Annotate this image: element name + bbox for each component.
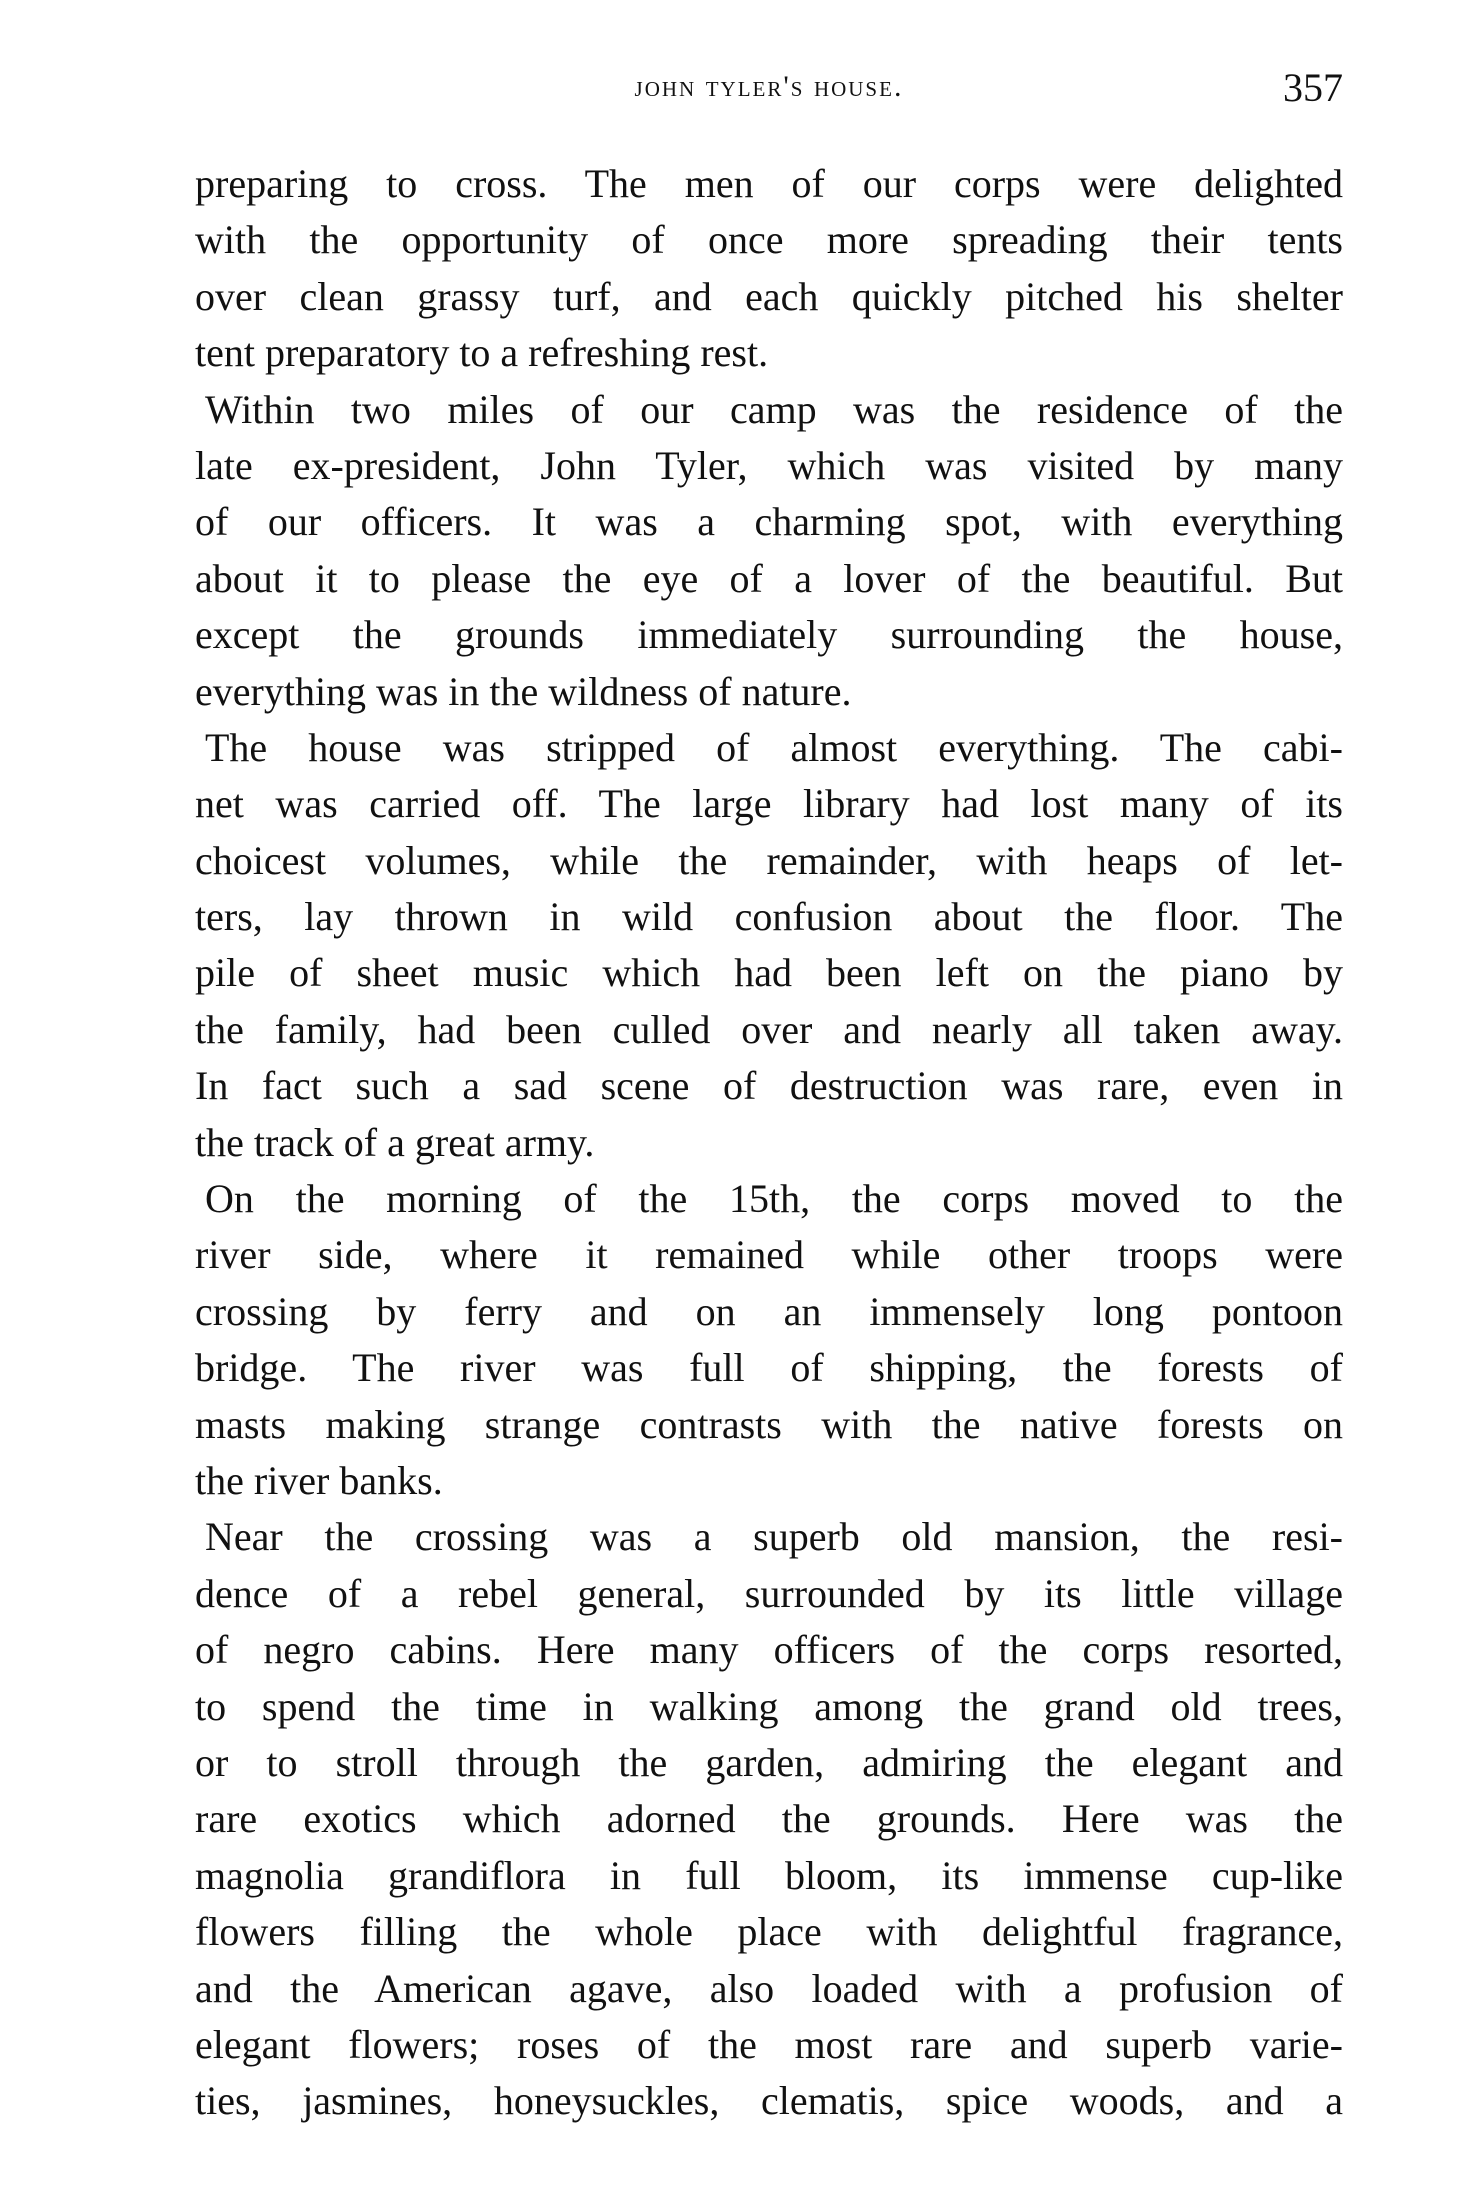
text-line: choicest volumes, while the remainder, with heaps of let- [195, 837, 1343, 883]
running-title-text: john tyler's house. [634, 70, 904, 103]
text-line: crossing by ferry and on an immensely long pontoon [195, 1288, 1343, 1334]
text-line: tent preparatory to a refreshing rest. [195, 330, 769, 376]
text-line: ters, lay thrown in wild confusion about the floor. The [195, 894, 1343, 940]
text-line: and the American agave, also loaded with a profusion of [195, 1965, 1343, 2011]
text-line: On the morning of the 15th, the corps moved to the [205, 1176, 1343, 1222]
paragraph [195, 720, 1343, 1171]
paragraph [195, 1509, 1343, 2129]
text-line: rare exotics which adorned the grounds. Here was the [195, 1796, 1343, 1842]
text-line: net was carried off. The large library had lost many of its [195, 781, 1343, 827]
text-line: In fact such a sad scene of destruction was rare, even in [195, 1063, 1343, 1109]
text-line: flowers filling the whole place with delightful fragrance, [195, 1909, 1343, 1955]
text-line: bridge. The river was full of shipping, the forests of [195, 1345, 1343, 1391]
text-line: the river banks. [195, 1457, 443, 1503]
text-line: over clean grassy turf, and each quickly pitched his shelter [195, 273, 1343, 319]
text-line: pile of sheet music which had been left on the piano by [195, 950, 1343, 996]
text-line: the track of a great army. [195, 1119, 595, 1165]
text-line: dence of a rebel general, surrounded by its little village [195, 1570, 1343, 1616]
text-line: the family, had been culled over and nearly all taken away. [195, 1006, 1343, 1052]
text-line: elegant flowers; roses of the most rare and superb varie- [195, 2021, 1343, 2067]
text-line: Within two miles of our camp was the residence of the [205, 386, 1343, 432]
text-line: about it to please the eye of a lover of the beautiful. But [195, 555, 1343, 601]
text-line: except the grounds immediately surrounding the house, [195, 612, 1343, 658]
running-title [195, 70, 1343, 104]
text-line: to spend the time in walking among the grand old trees, [195, 1683, 1343, 1729]
text-line: Near the crossing was a superb old mansion, the resi- [205, 1514, 1343, 1560]
text-line: The house was stripped of almost everything. The cabi- [205, 724, 1343, 770]
text-line: of our officers. It was a charming spot, with everything [195, 499, 1343, 545]
text-line: with the opportunity of once more spreading their tents [195, 217, 1343, 263]
text-line: late ex-president, John Tyler, which was visited by many [195, 442, 1343, 488]
text-line: masts making strange contrasts with the native forests on [195, 1401, 1343, 1447]
text-line: of negro cabins. Here many officers of the corps resorted, [195, 1627, 1343, 1673]
paragraph [195, 382, 1343, 720]
text-line: ties, jasmines, honeysuckles, clematis, spice woods, and a [195, 2078, 1343, 2124]
body-text [195, 156, 1343, 2130]
page-number: 357 [1283, 65, 1343, 110]
text-line: or to stroll through the garden, admiring the elegant and [195, 1739, 1343, 1785]
paragraph [195, 156, 1343, 382]
text-line: everything was in the wildness of nature. [195, 668, 852, 714]
text-line: river side, where it remained while other troops were [195, 1232, 1343, 1278]
running-header [195, 65, 1343, 120]
text-line: magnolia grandiflora in full bloom, its immense cup-like [195, 1852, 1343, 1898]
paragraph [195, 1171, 1343, 1509]
text-line: preparing to cross. The men of our corps were delighted [195, 161, 1343, 206]
